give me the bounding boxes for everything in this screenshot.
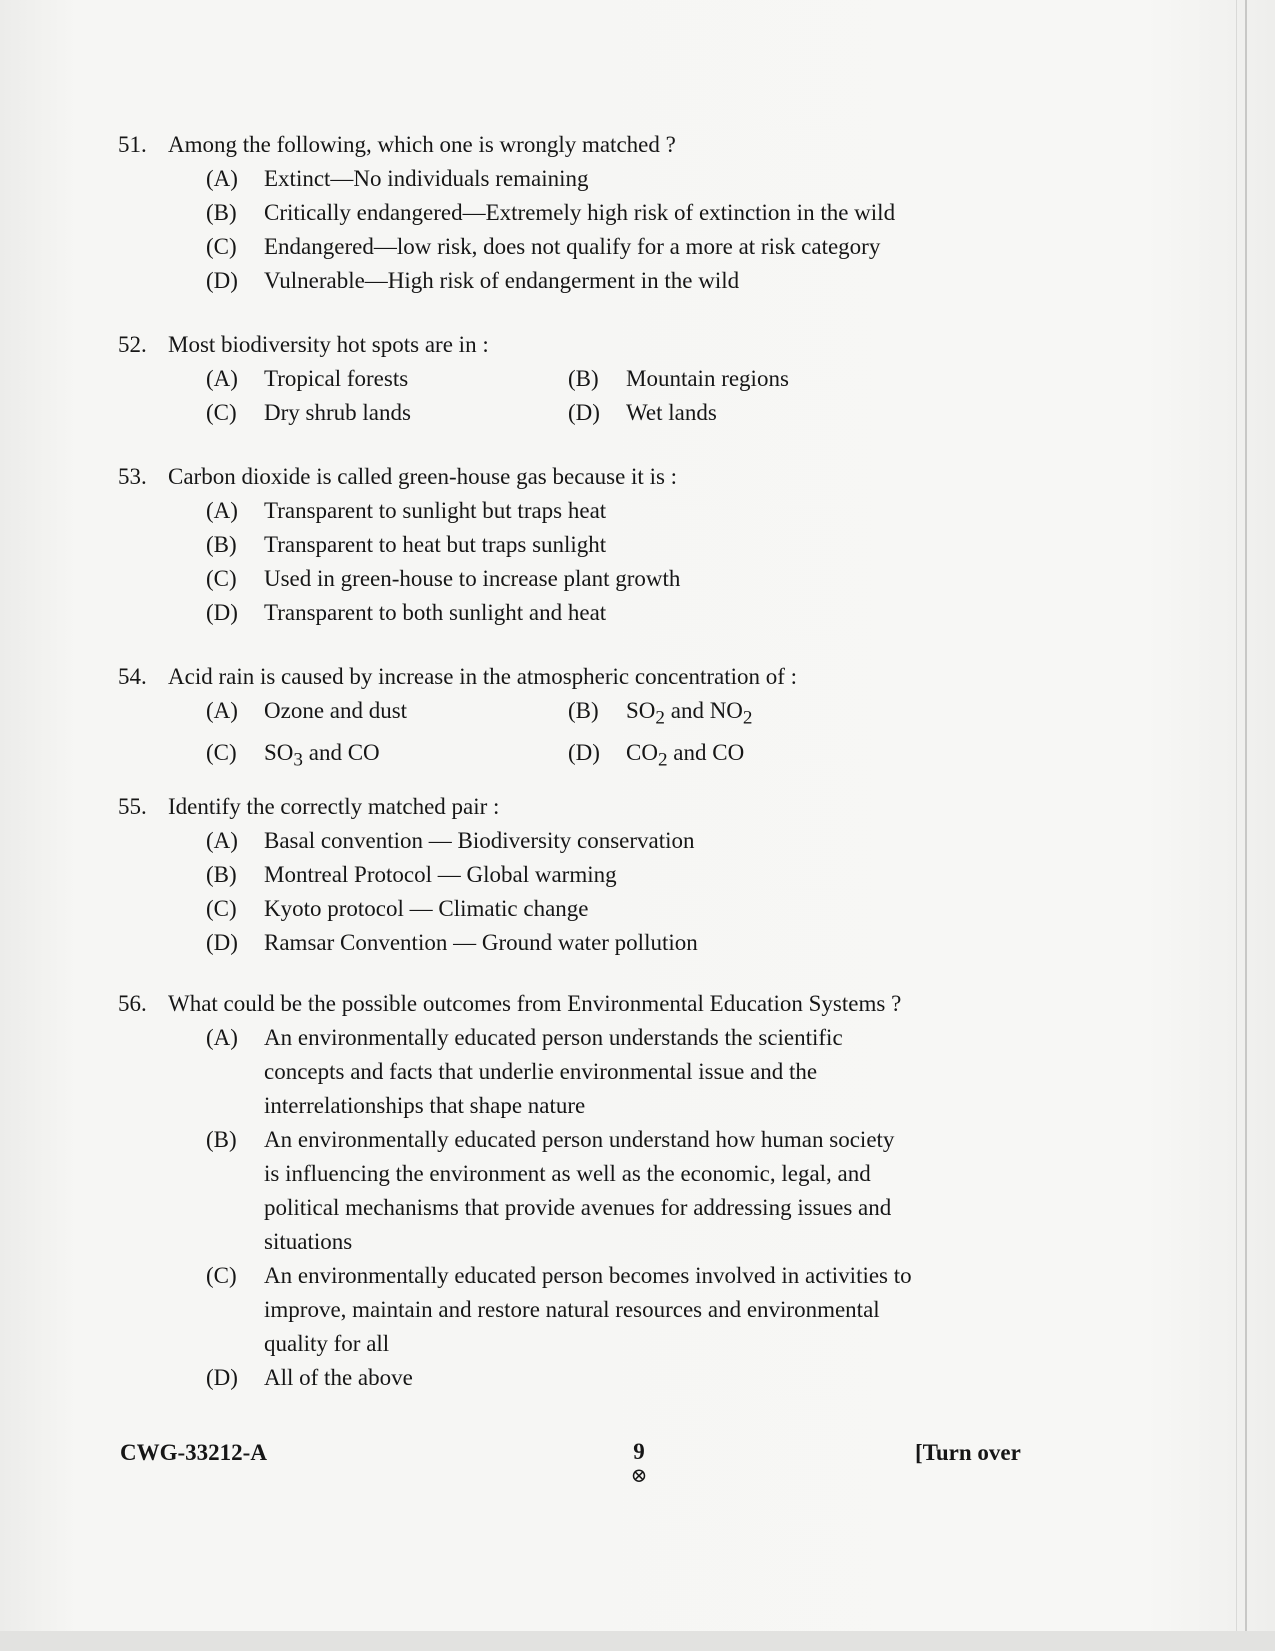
question-55 — [118, 790, 1118, 960]
page-edge — [1236, 0, 1237, 1651]
circle-cross-icon: ⊗ — [630, 1465, 648, 1487]
question-number: 51. — [118, 132, 147, 157]
page-number: 9 ⊗ — [624, 1440, 654, 1488]
option-a: (A) Transparent to sunlight but traps heat — [206, 498, 607, 523]
question-54 — [118, 660, 1118, 777]
option-d: (D) All of the above — [206, 1365, 413, 1390]
option-d: (D) Transparent to both sunlight and heat — [206, 600, 607, 625]
option-a: (A) Ozone and dust — [206, 698, 408, 723]
question-52 — [118, 328, 1118, 430]
question-text: Identify the correctly matched pair : — [168, 794, 500, 819]
question-number: 52. — [118, 332, 147, 357]
option-c: (C) Kyoto protocol — Climatic change — [206, 896, 589, 921]
question-56 — [118, 987, 1118, 1395]
option-a: (A) Tropical forests — [206, 366, 409, 391]
question-text: Carbon dioxide is called green-house gas because it is : — [168, 464, 678, 489]
paper-code: CWG-33212-A — [120, 1440, 267, 1465]
option-c: (C) An environmentally educated person becomes involved in activities to improve, maintain and restore natural resources and environmental quality for all — [206, 1263, 912, 1356]
option-d: (D) Vulnerable—High risk of endangerment in the wild — [206, 268, 740, 293]
scan-bottom-strip — [0, 1631, 1275, 1651]
option-b: (B) $SO_2$ and $NO_2$ — [568, 698, 753, 729]
question-text: What could be the possible outcomes from Environmental Education Systems ? — [168, 991, 902, 1016]
question-text: Acid rain is caused by increase in the atmospheric concentration of : — [168, 664, 798, 689]
page-edge — [1245, 0, 1247, 1651]
option-b: (B) Montreal Protocol — Global warming — [206, 862, 617, 887]
option-d: (D) $CO_2$ and CO — [568, 739, 745, 771]
question-number: 54. — [118, 664, 147, 689]
page-footer — [0, 1440, 1275, 1500]
option-d: (D) Wet lands — [568, 400, 717, 425]
option-c: (C) Endangered—low risk, does not qualify for a more at risk category — [206, 234, 881, 259]
option-a: (A) Extinct—No individuals remaining — [206, 166, 589, 191]
question-number: 53. — [118, 464, 147, 489]
option-b: (B) Mountain regions — [568, 366, 789, 391]
option-a: (A) Basal convention — Biodiversity conservation — [206, 828, 695, 853]
option-b: (B) Transparent to heat but traps sunlight — [206, 532, 607, 557]
question-text: Among the following, which one is wrongly matched ? — [168, 132, 676, 157]
question-text: Most biodiversity hot spots are in : — [168, 332, 489, 357]
question-51 — [118, 128, 1118, 298]
question-number: 56. — [118, 991, 147, 1016]
option-c: (C) Used in green-house to increase plant growth — [206, 566, 681, 591]
turn-over-label: [Turn over — [915, 1440, 1021, 1465]
option-c: (C) $SO_3$ and CO — [206, 739, 380, 771]
option-a: (A) An environmentally educated person understands the scientific concepts and facts that underlie environmental issue and the interrelationships that shape nature — [206, 1025, 843, 1118]
question-53 — [118, 460, 1118, 630]
option-b: (B) An environmentally educated person understand how human society is influencing the environment as well as the economic, legal, and political mechanisms that provide avenues for addressing issues and situations — [206, 1127, 895, 1254]
option-d: (D) Ramsar Convention — Ground water pollution — [206, 930, 698, 955]
option-c: (C) Dry shrub lands — [206, 400, 411, 425]
option-b: (B) Critically endangered—Extremely high risk of extinction in the wild — [206, 200, 896, 225]
question-number: 55. — [118, 794, 147, 819]
